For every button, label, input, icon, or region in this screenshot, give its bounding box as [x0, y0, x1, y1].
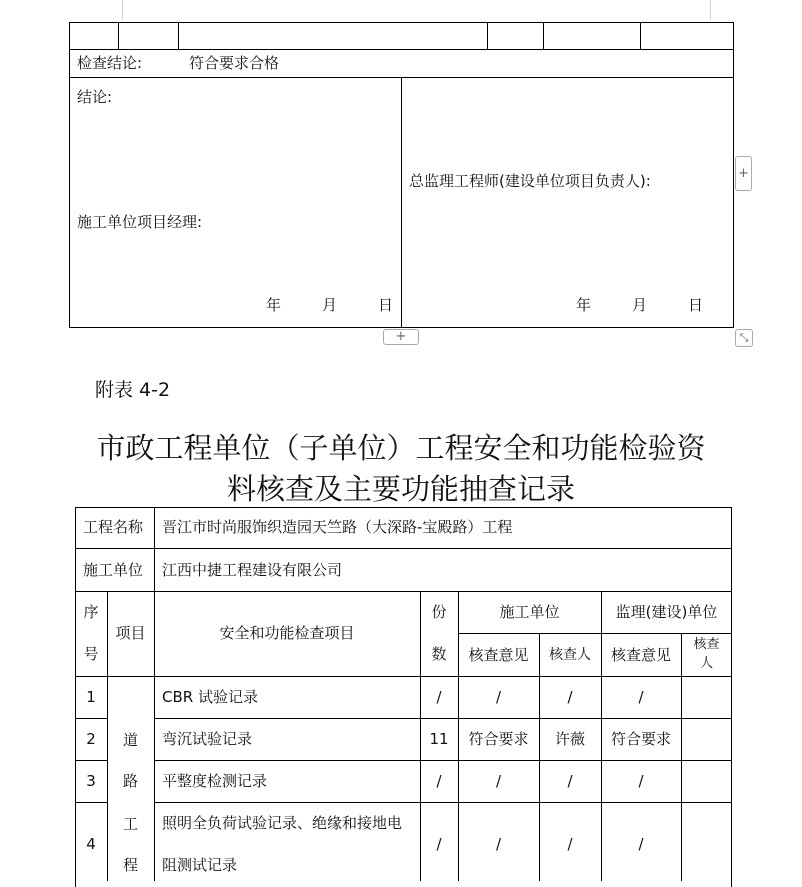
group-label-char: 道 — [122, 731, 138, 749]
row-check-item: 弯沉试验记录 — [162, 730, 253, 748]
row-divider — [75, 591, 732, 592]
header-sup-reviewer-bottom: 人 — [699, 656, 713, 671]
row-copies: / — [436, 772, 442, 790]
row-divider — [154, 760, 732, 761]
header-reviewer: 核查人 — [549, 647, 591, 663]
group-label-char: 程 — [122, 856, 138, 874]
header-copies-bottom: 数 — [431, 645, 447, 663]
row-check-item: CBR 试验记录 — [162, 688, 258, 706]
row-check-item-line2: 阻测试记录 — [162, 856, 238, 874]
row-copies: 11 — [429, 730, 449, 748]
header-check-item: 安全和功能检查项目 — [219, 624, 355, 642]
row-check-item-line1: 照明全负荷试验记录、绝缘和接地电 — [162, 814, 403, 832]
header-sup-reviewer-top: 核查 — [693, 637, 720, 652]
page-margin-mark — [710, 0, 711, 20]
left-date-day: 日 — [378, 296, 394, 314]
contractor-manager-label: 施工单位项目经理: — [77, 213, 203, 231]
right-date-day: 日 — [688, 296, 704, 314]
page-margin-mark — [122, 0, 123, 20]
cell-divider — [178, 22, 179, 50]
row-seq: 3 — [86, 772, 96, 790]
row-divider — [75, 548, 732, 549]
header-seq-top: 序 — [83, 603, 99, 621]
row-divider — [75, 802, 107, 803]
row-copies: / — [436, 835, 442, 853]
cell-divider — [118, 22, 119, 50]
doc-title-line2: 料核查及主要功能抽查记录 — [226, 472, 575, 506]
right-date-year: 年 — [576, 296, 592, 314]
right-date-month: 月 — [632, 296, 648, 314]
header-item: 项目 — [115, 624, 146, 642]
row-sup-opinion: 符合要求 — [610, 730, 671, 748]
col-divider — [154, 507, 155, 591]
conclusion-label: 检查结论: — [77, 54, 143, 72]
row-opinion: / — [495, 772, 502, 790]
row-opinion: 符合要求 — [468, 730, 529, 748]
row-seq: 2 — [86, 730, 96, 748]
row-opinion: / — [495, 688, 502, 706]
project-name-label: 工程名称 — [83, 518, 144, 536]
left-cell-heading: 结论: — [77, 88, 113, 106]
header-sup-review-opinion: 核查意见 — [610, 646, 671, 664]
row-check-item: 平整度检测记录 — [162, 772, 268, 790]
cell-divider — [640, 22, 641, 50]
row-reviewer: 许薇 — [554, 730, 585, 748]
row-sup-opinion: / — [638, 835, 644, 853]
project-name-value: 晋江市时尚服饰织造园天竺路（大深路-宝殿路）工程 — [162, 518, 513, 536]
header-supervision-unit: 监理(建设)单位 — [615, 603, 718, 621]
row-divider — [75, 718, 107, 719]
header-review-opinion: 核查意见 — [468, 646, 529, 664]
group-label-char: 工 — [122, 815, 138, 833]
conclusion-value: 符合要求合格 — [189, 54, 280, 72]
appendix-label: 附表 4-2 — [95, 379, 171, 401]
upper-row-divider — [69, 49, 734, 50]
row-reviewer: / — [567, 688, 573, 706]
row-reviewer: / — [567, 835, 573, 853]
add-row-button[interactable]: + — [383, 329, 419, 345]
left-date-year: 年 — [266, 296, 282, 314]
add-column-button[interactable]: + — [735, 156, 752, 191]
resize-table-handle[interactable]: ⤡ — [735, 329, 753, 347]
row-copies: / — [436, 688, 442, 706]
row-divider — [75, 676, 732, 677]
row-opinion: / — [495, 835, 502, 853]
header-sub-divider — [458, 633, 732, 634]
contractor-value: 江西中捷工程建设有限公司 — [162, 561, 343, 579]
doc-title-line1: 市政工程单位（子单位）工程安全和功能检验资 — [96, 431, 706, 465]
row-sup-opinion: / — [638, 688, 644, 706]
left-date-month: 月 — [322, 296, 338, 314]
chief-supervisor-label: 总监理工程师(建设单位项目负责人): — [409, 172, 651, 190]
cell-divider — [543, 22, 544, 50]
row-seq: 4 — [86, 835, 96, 853]
row-sup-opinion: / — [638, 772, 644, 790]
cell-divider — [401, 77, 402, 328]
row-reviewer: / — [567, 772, 573, 790]
row-divider — [75, 760, 107, 761]
cell-divider — [487, 22, 488, 50]
contractor-label: 施工单位 — [83, 561, 144, 579]
group-label-char: 路 — [122, 772, 138, 790]
row-seq: 1 — [86, 688, 96, 706]
header-seq-bottom: 号 — [83, 645, 99, 663]
row-divider — [154, 718, 732, 719]
header-construction-unit: 施工单位 — [499, 603, 560, 621]
header-copies-top: 份 — [431, 603, 447, 621]
row-divider — [154, 802, 732, 803]
